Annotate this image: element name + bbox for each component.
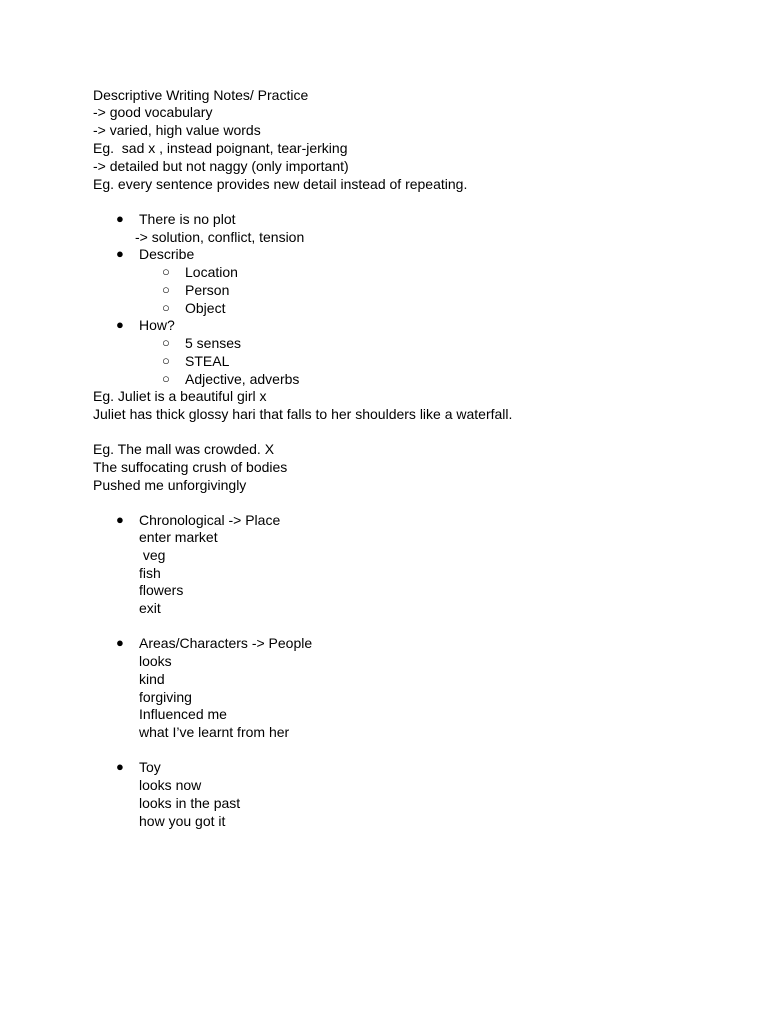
intro-line: Eg. every sentence provides new detail instead of repeating. [93, 176, 468, 192]
sub-bullet-item: 5 senses [185, 335, 242, 351]
sub-bullet-item: Adjective, adverbs [185, 371, 300, 387]
chronological-line: exit [139, 600, 161, 616]
sub-bullet-item: STEAL [185, 353, 230, 369]
bullet-icon: ● [116, 317, 124, 332]
intro-line: Eg. sad x , instead poignant, tear-jerking [93, 140, 348, 156]
chronological-line: veg [139, 547, 166, 563]
areas-line: what I’ve learnt from her [139, 724, 290, 740]
example-line: The suffocating crush of bodies [93, 459, 288, 475]
example-line: Eg. Juliet is a beautiful girl x [93, 388, 267, 404]
sub-bullet-item: Person [185, 282, 230, 298]
sub-bullet-item: Location [185, 264, 238, 280]
chronological-line: flowers [139, 582, 184, 598]
toy-line: looks in the past [139, 795, 241, 811]
sub-bullet-icon: ○ [162, 335, 170, 350]
intro-line: -> detailed but not naggy (only important) [93, 158, 349, 174]
bullet-icon: ● [116, 512, 124, 527]
areas-line: forgiving [139, 689, 192, 705]
bullet-icon: ● [116, 635, 124, 650]
bullet-describe: Describe [139, 246, 195, 262]
bullet-chronological: Chronological -> Place [139, 512, 281, 528]
chronological-line: fish [139, 565, 161, 581]
bullet-icon: ● [116, 211, 124, 226]
sub-bullet-icon: ○ [162, 300, 170, 315]
toy-line: looks now [139, 777, 202, 793]
example-line: Eg. The mall was crowded. X [93, 441, 275, 457]
areas-line: kind [139, 671, 165, 687]
sub-bullet-icon: ○ [162, 282, 170, 297]
toy-line: how you got it [139, 813, 226, 829]
intro-line: -> varied, high value words [93, 122, 261, 138]
sub-bullet-icon: ○ [162, 264, 170, 279]
example-line: Pushed me unforgivingly [93, 477, 247, 493]
sub-bullet-icon: ○ [162, 353, 170, 368]
intro-line: -> good vocabulary [93, 104, 213, 120]
chronological-line: enter market [139, 529, 218, 545]
sub-bullet-item: Object [185, 300, 226, 316]
areas-line: Influenced me [139, 706, 227, 722]
example-line: Juliet has thick glossy hari that falls to her shoulders like a waterfall. [93, 406, 513, 422]
areas-line: looks [139, 653, 172, 669]
bullet-toy: Toy [139, 759, 161, 775]
bullet-plot: There is no plot [139, 211, 236, 227]
bullet-plot-sub: -> solution, conflict, tension [135, 229, 305, 245]
bullet-how: How? [139, 317, 175, 333]
sub-bullet-icon: ○ [162, 371, 170, 386]
document-title: Descriptive Writing Notes/ Practice [93, 87, 309, 103]
bullet-areas: Areas/Characters -> People [139, 635, 313, 651]
bullet-icon: ● [116, 246, 124, 261]
bullet-icon: ● [116, 759, 124, 774]
